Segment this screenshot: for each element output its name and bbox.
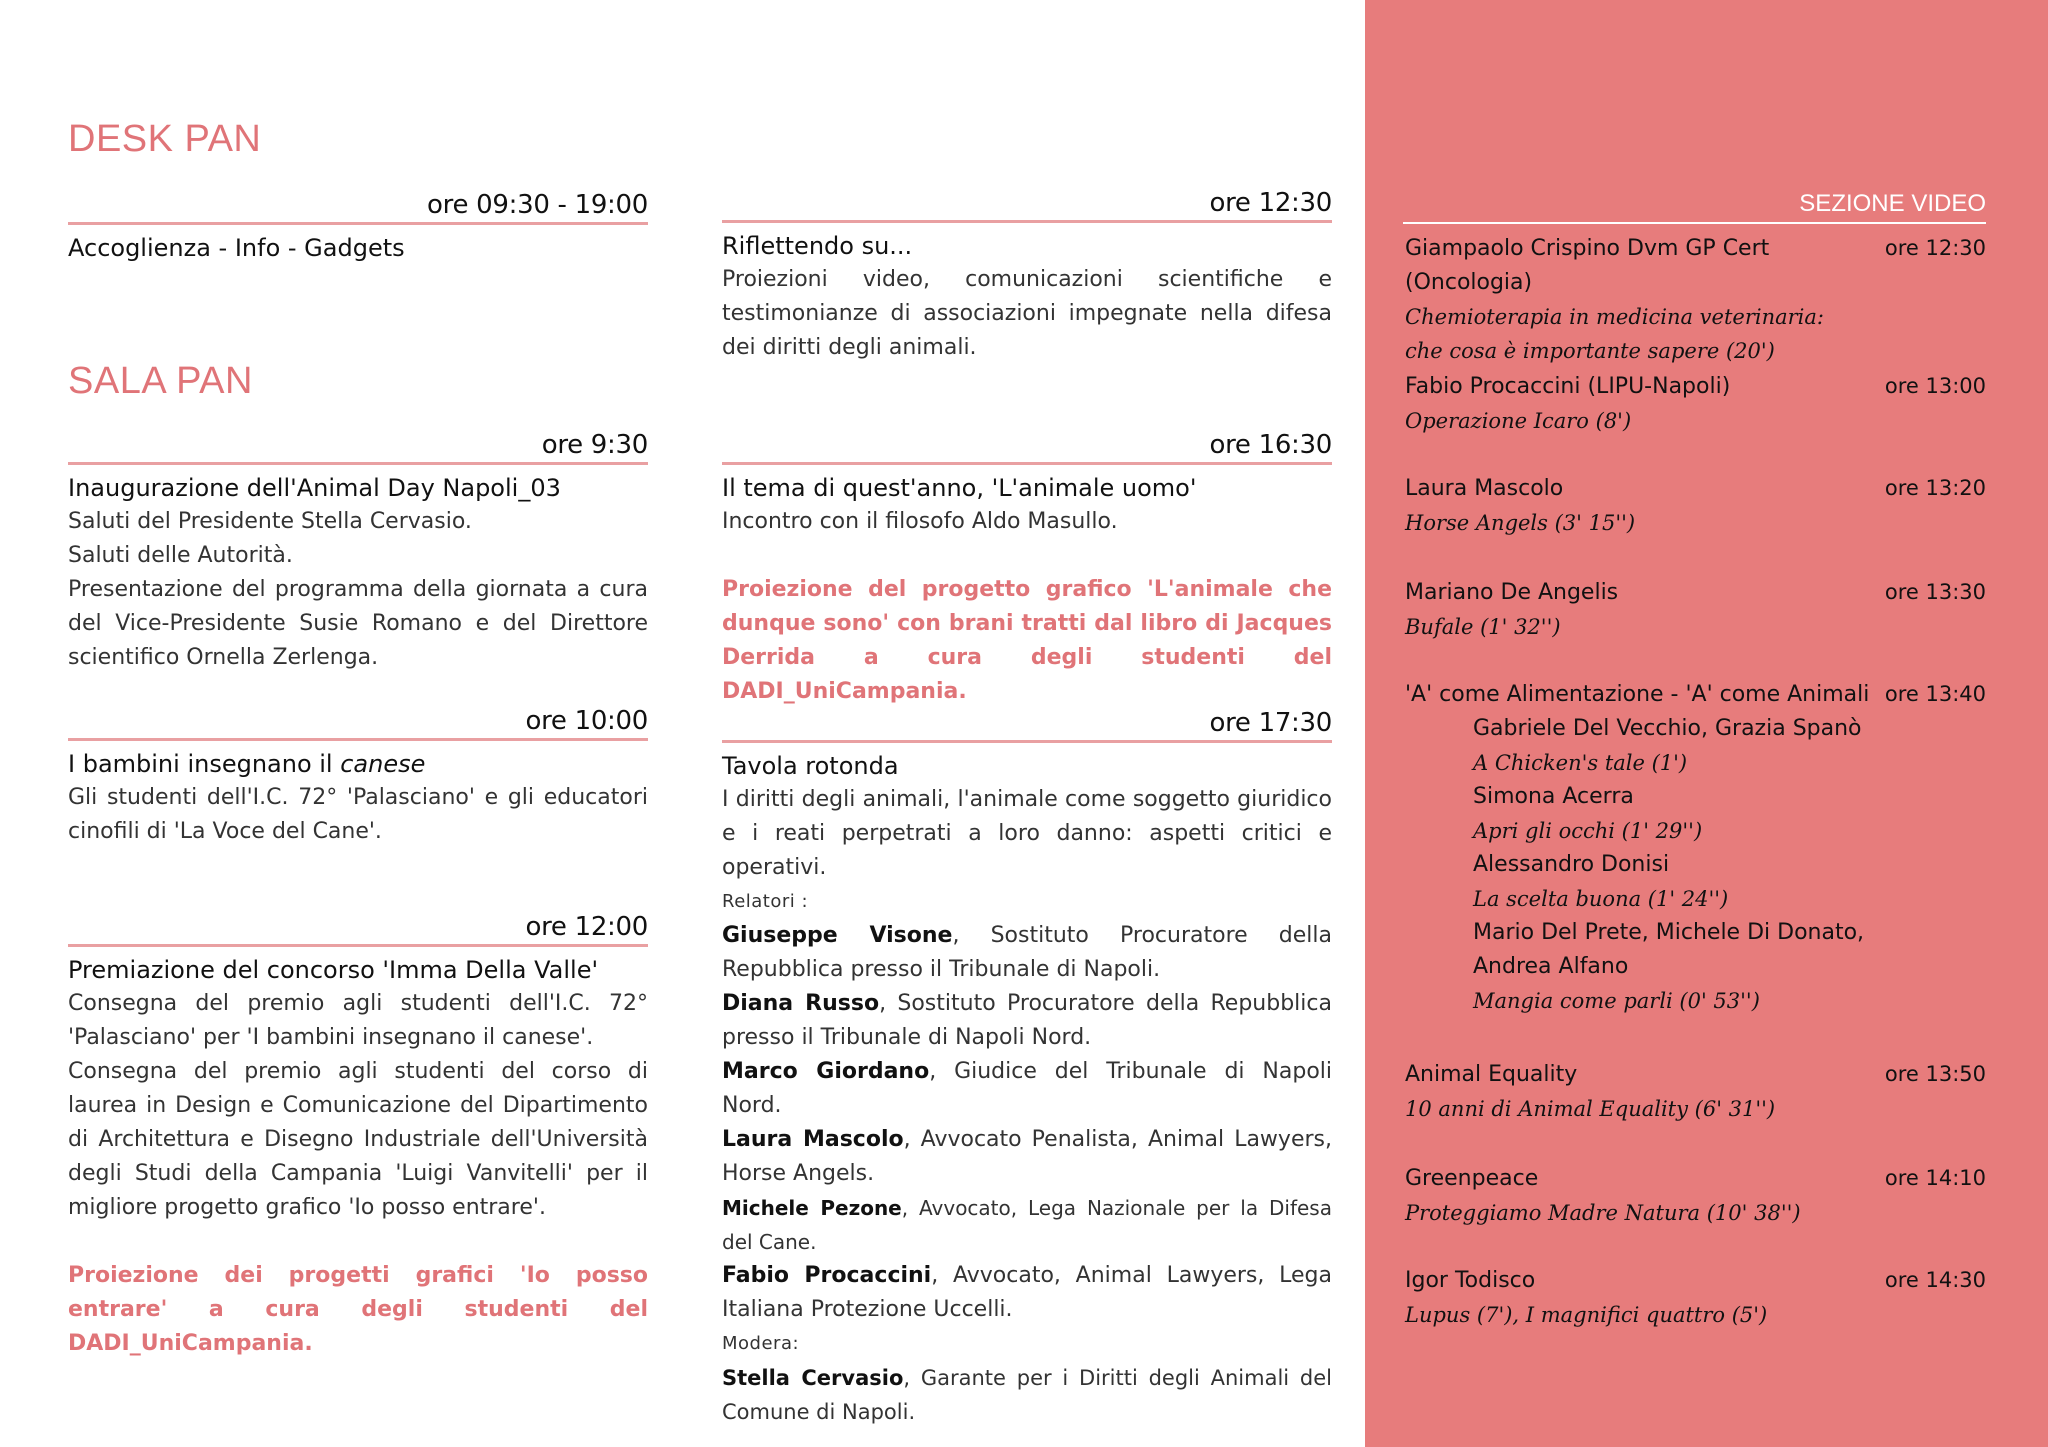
modera-label: Modera: [722, 1333, 800, 1354]
video-title: Mangia come parli (0' 53'') [1473, 989, 1760, 1013]
mid-slot-2-title: Il tema di quest'anno, 'L'animale uomo' [722, 474, 1197, 502]
video-author: Mario Del Prete, Michele Di Donato, [1473, 920, 1865, 945]
video-title: Horse Angels (3' 15'') [1405, 511, 1636, 535]
middle-column [722, 0, 1332, 1447]
video-section-title: SEZIONE VIDEO [1403, 190, 1986, 224]
video-author: Andrea Alfano [1473, 954, 1629, 979]
relatore [722, 1191, 1332, 1259]
sala-pan-title: SALA PAN [68, 360, 253, 402]
moderatore-name: Stella Cervasio [722, 1366, 904, 1390]
mid-slot-1 [722, 188, 1332, 365]
title-part: I bambini insegnano il [68, 750, 341, 778]
video-time: ore 13:30 [1884, 580, 1986, 604]
relatore [722, 1259, 1332, 1327]
video-title: Lupus (7'), I magnifici quattro (5') [1405, 1303, 1768, 1327]
relatore-role: , Avvocato, Lega Nazionale per la Difesa del Cane. [722, 1196, 1332, 1254]
video-title: A Chicken's tale (1') [1473, 751, 1688, 775]
relatore-name: Marco Giordano [722, 1059, 930, 1084]
mid-slot-2-pink: Proiezione del progetto grafico 'L'animale che dunque sono' con brani tratti dal libro di Jacques Derrida a cura degli studenti del DADI_UniCampania. [722, 577, 1332, 704]
video-title: La scelta buona (1' 24'') [1473, 887, 1729, 911]
video-item [1405, 1264, 1986, 1332]
sala-slot-1-line: Saluti delle Autorità. [68, 543, 293, 568]
relatore-name: Diana Russo [722, 991, 880, 1016]
mid-slot-3 [722, 708, 1332, 1429]
video-title: che cosa è importante sapere (20') [1405, 339, 1775, 363]
desk-slot [68, 190, 648, 265]
sala-slot-3-line: Consegna del premio agli studenti del corso di laurea in Design e Comunicazione del Dipartimento di Architettura e Disegno Industriale dell'Università degli Studi della Campania 'Luigi Vanvitelli' per il migliore progetto grafico 'Io posso entrare'. [68, 1059, 648, 1220]
video-author: Animal Equality [1405, 1062, 1578, 1087]
video-time: ore 13:50 [1884, 1062, 1986, 1086]
sala-slot-3-line: Consegna del premio agli studenti dell'I.C. 72° 'Palasciano' per 'I bambini insegnano il canese'. [68, 991, 648, 1050]
video-title: Operazione Icaro (8') [1405, 409, 1632, 433]
video-panel [1365, 0, 2048, 1447]
desk-pan-title: DESK PAN [68, 118, 262, 160]
mid-slot-2-time: ore 16:30 [722, 430, 1332, 465]
sala-slot-2-title [68, 747, 648, 781]
video-time: ore 12:30 [1884, 236, 1986, 260]
sala-slot-3-time: ore 12:00 [68, 912, 648, 947]
video-item [1405, 472, 1986, 540]
relatore-role: , Giudice del Tribunale di Napoli Nord. [722, 1059, 1332, 1118]
video-sub-list [1405, 712, 1986, 1018]
video-author: Gabriele Del Vecchio, Grazia Spanò [1473, 716, 1862, 741]
mid-slot-2-text: Incontro con il filosofo Aldo Masullo. [722, 509, 1118, 534]
video-time: ore 13:40 [1884, 682, 1986, 706]
video-title: 10 anni di Animal Equality (6' 31'') [1405, 1097, 1776, 1121]
relatore-role: , Sostituto Procuratore della Repubblica presso il Tribunale di Napoli Nord. [722, 991, 1332, 1050]
sala-slot-3-pink: Proiezione dei progetti grafici 'Io posso entrare' a cura degli studenti del DADI_UniCampania. [68, 1263, 648, 1356]
sala-slot-1-line: Saluti del Presidente Stella Cervasio. [68, 509, 472, 534]
relatore [722, 1055, 1332, 1123]
relatore-name: Giuseppe Visone [722, 923, 953, 948]
video-author: Alessandro Donisi [1473, 852, 1670, 877]
moderatore-role: , Garante per i Diritti degli Animali del Comune di Napoli. [722, 1366, 1332, 1424]
video-author: Greenpeace [1405, 1166, 1539, 1191]
video-title: Apri gli occhi (1' 29'') [1473, 819, 1703, 843]
mid-slot-2 [722, 430, 1332, 709]
video-item [1405, 232, 1986, 368]
left-column [68, 0, 648, 1447]
video-item [1405, 1162, 1986, 1230]
video-title: Chemioterapia in medicina veterinaria: [1405, 305, 1824, 329]
video-author: Fabio Procaccini (LIPU-Napoli) [1405, 374, 1731, 399]
sala-slot-1 [68, 430, 648, 675]
video-time: ore 13:20 [1884, 476, 1986, 500]
video-author: Mariano De Angelis [1405, 580, 1619, 605]
sala-slot-1-line: Presentazione del programma della giornata a cura del Vice-Presidente Susie Romano e del Direttore scientifico Ornella Zerlenga. [68, 577, 648, 670]
sala-slot-3 [68, 912, 648, 1361]
sala-slot-1-title: Inaugurazione dell'Animal Day Napoli_03 [68, 474, 561, 502]
mid-slot-3-title: Tavola rotonda [722, 752, 899, 780]
relatore-name: Fabio Procaccini [722, 1263, 932, 1288]
sala-slot-3-title: Premiazione del concorso 'Imma Della Valle' [68, 956, 599, 984]
sala-slot-2-text: Gli studenti dell'I.C. 72° 'Palasciano' e gli educatori cinofili di 'La Voce del Cane'. [68, 785, 648, 844]
video-item [1405, 576, 1986, 644]
video-group-title: 'A' come Alimentazione - 'A' come Animali [1405, 682, 1870, 707]
mid-slot-3-text: I diritti degli animali, l'animale come soggetto giuridico e i reati perpetrati a loro danno: aspetti critici e operativi. [722, 787, 1332, 880]
video-item [1405, 370, 1986, 438]
mid-slot-1-time: ore 12:30 [722, 188, 1332, 223]
video-title: Proteggiamo Madre Natura (10' 38'') [1405, 1201, 1801, 1225]
relatore-name: Laura Mascolo [722, 1127, 904, 1152]
title-emphasis: canese [340, 750, 426, 778]
relatore [722, 919, 1332, 987]
sala-slot-2 [68, 706, 648, 849]
video-author: Igor Todisco [1405, 1268, 1536, 1293]
mid-slot-1-text: Proiezioni video, comunicazioni scientifiche e testimonianze di associazioni impegnate nella difesa dei diritti degli animali. [722, 267, 1332, 360]
video-item [1405, 1058, 1986, 1126]
video-time: ore 14:30 [1884, 1268, 1986, 1292]
video-item-group [1405, 678, 1986, 1018]
relatore [722, 987, 1332, 1055]
relatore-role: , Avvocato Penalista, Animal Lawyers, Horse Angels. [722, 1127, 1332, 1186]
desk-time: ore 09:30 - 19:00 [68, 190, 648, 225]
video-title: Bufale (1' 32'') [1405, 615, 1561, 639]
relatori-label: Relatori : [722, 891, 809, 912]
moderatore [722, 1361, 1332, 1429]
mid-slot-3-time: ore 17:30 [722, 708, 1332, 743]
video-time: ore 14:10 [1884, 1166, 1986, 1190]
video-time: ore 13:00 [1884, 374, 1986, 398]
sala-slot-1-time: ore 9:30 [68, 430, 648, 465]
video-author: Laura Mascolo [1405, 476, 1564, 501]
sala-slot-2-time: ore 10:00 [68, 706, 648, 741]
relatore-name: Michele Pezone [722, 1196, 902, 1220]
relatore [722, 1123, 1332, 1191]
desk-text: Accoglienza - Info - Gadgets [68, 234, 405, 262]
video-author: Simona Acerra [1473, 784, 1634, 809]
mid-slot-1-title: Riflettendo su... [722, 232, 913, 260]
relatore-role: , Sostituto Procuratore della Repubblica presso il Tribunale di Napoli. [722, 923, 1332, 982]
video-author: Giampaolo Crispino Dvm GP Cert (Oncologia) [1405, 236, 1770, 295]
relatore-role: , Avvocato, Animal Lawyers, Lega Italiana Protezione Uccelli. [722, 1263, 1332, 1322]
